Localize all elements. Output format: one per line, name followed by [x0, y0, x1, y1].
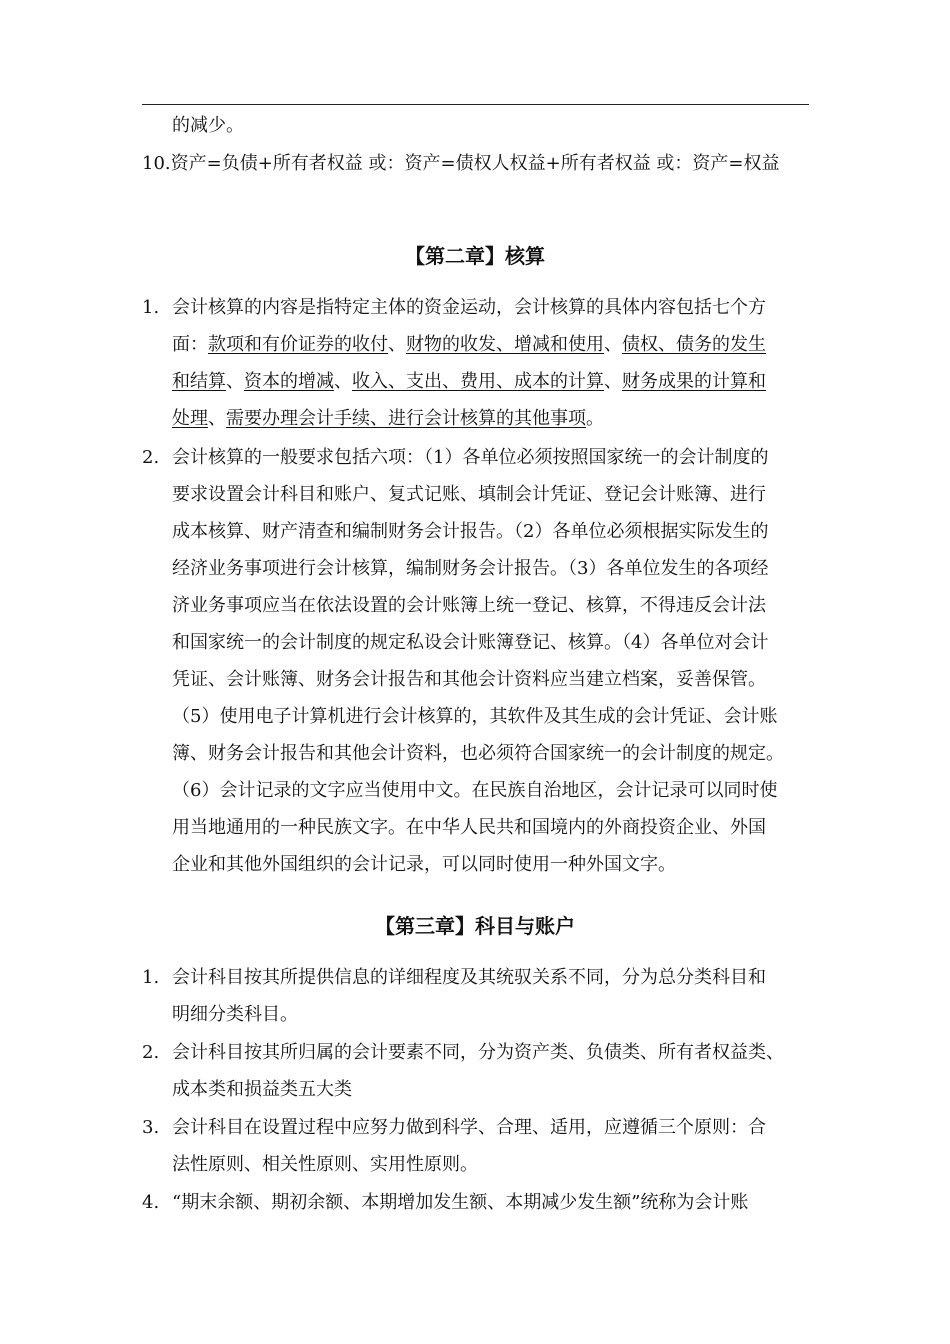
- underlined-phrase: 财务成果的计算和: [622, 371, 766, 392]
- separator: 、: [388, 334, 406, 355]
- paragraph-line: “期末余额、期初余额、本期增加发生额、本期减少发生额”统称为会计账: [172, 1192, 749, 1213]
- paragraph-line: 用当地通用的一种民族文字。在中华人民共和国境内的外商投资企业、外国: [172, 817, 766, 838]
- separator: 、: [226, 371, 244, 392]
- paragraph-line: 和国家统一的会计制度的规定私设会计账簿登记、核算。（4）各单位对会计: [172, 632, 769, 653]
- paragraph-line: 成本类和损益类五大类: [172, 1079, 352, 1100]
- paragraph-line: （5）使用电子计算机进行会计核算的，其软件及其生成的会计凭证、会计账: [172, 706, 778, 727]
- paragraph-line: 经济业务事项进行会计核算，编制财务会计报告。（3）各单位发生的各项经: [172, 558, 769, 579]
- paragraph-line: 会计科目按其所归属的会计要素不同，分为资产类、负债类、所有者权益类、: [172, 1042, 784, 1063]
- separator: 、: [604, 334, 622, 355]
- paragraph-line: 会计核算的内容是指特定主体的资金运动，会计核算的具体内容包括七个方: [172, 297, 766, 318]
- list-item-10: [142, 154, 780, 174]
- underlined-phrase: 资本的增减: [244, 371, 334, 392]
- separator: 、: [208, 408, 226, 429]
- chapter-3-heading: 【第三章】科目与账户: [375, 914, 575, 938]
- underlined-phrase: 收入、支出、费用、成本的计算: [352, 371, 604, 392]
- paragraph-line: 会计核算的一般要求包括六项：（1）各单位必须按照国家统一的会计制度的: [172, 447, 769, 468]
- item-text: 资产=负债+所有者权益 或：资产=债权人权益+所有者权益 或：资产=权益: [170, 153, 780, 174]
- text-span: 面：: [172, 334, 208, 355]
- item-number: 1.: [142, 967, 160, 988]
- paragraph-line: 会计科目按其所提供信息的详细程度及其统驭关系不同，分为总分类科目和: [172, 967, 766, 988]
- paragraph-line: 要求设置会计科目和账户、复式记账、填制会计凭证、登记会计账簿、进行: [172, 484, 766, 505]
- underlined-phrase: 和结算: [172, 371, 226, 392]
- paragraph-line: 法性原则、相关性原则、实用性原则。: [172, 1154, 478, 1175]
- underlined-phrase: 需要办理会计手续、进行会计核算的其他事项: [226, 408, 586, 429]
- paragraph-line: 凭证、会计账簿、财务会计报告和其他会计资料应当建立档案，妥善保管。: [172, 669, 766, 690]
- paragraph-line: 明细分类科目。: [172, 1004, 298, 1025]
- paragraph-line: 会计科目在设置过程中应努力做到科学、合理、适用，应遵循三个原则：合: [172, 1117, 766, 1138]
- underlined-phrase: 债权、债务的发生: [622, 334, 766, 355]
- paragraph-line: （6）会计记录的文字应当使用中文。在民族自治地区，会计记录可以同时使: [172, 780, 778, 801]
- item-number: 2.: [142, 447, 160, 468]
- item-number: 1.: [142, 297, 160, 318]
- paragraph-line: [172, 409, 604, 429]
- separator: 、: [334, 371, 352, 392]
- paragraph-line: [172, 372, 766, 392]
- item-number: 4.: [142, 1192, 160, 1213]
- paragraph-line: 企业和其他外国组织的会计记录，可以同时使用一种外国文字。: [172, 854, 676, 875]
- underlined-phrase: 款项和有价证券的收付: [208, 334, 388, 355]
- continued-text: 的减少。: [172, 115, 244, 136]
- item-number: 2.: [142, 1042, 160, 1063]
- item-number: 3.: [142, 1117, 160, 1138]
- underlined-phrase: 财物的收发、增减和使用: [406, 334, 604, 355]
- item-number: 10.: [142, 153, 171, 174]
- paragraph-line: 济业务事项应当在依法设置的会计账簿上统一登记、核算，不得违反会计法: [172, 595, 766, 616]
- separator: 、: [604, 371, 622, 392]
- paragraph-line: [172, 335, 766, 355]
- underlined-phrase: 处理: [172, 408, 208, 429]
- chapter-2-heading: 【第二章】核算: [405, 244, 545, 268]
- header-rule: [142, 104, 809, 105]
- text-span: 。: [586, 408, 604, 429]
- paragraph-line: 簿、财务会计报告和其他会计资料，也必须符合国家统一的会计制度的规定。: [172, 743, 784, 764]
- paragraph-line: 成本核算、财产清查和编制财务会计报告。（2）各单位必须根据实际发生的: [172, 521, 769, 542]
